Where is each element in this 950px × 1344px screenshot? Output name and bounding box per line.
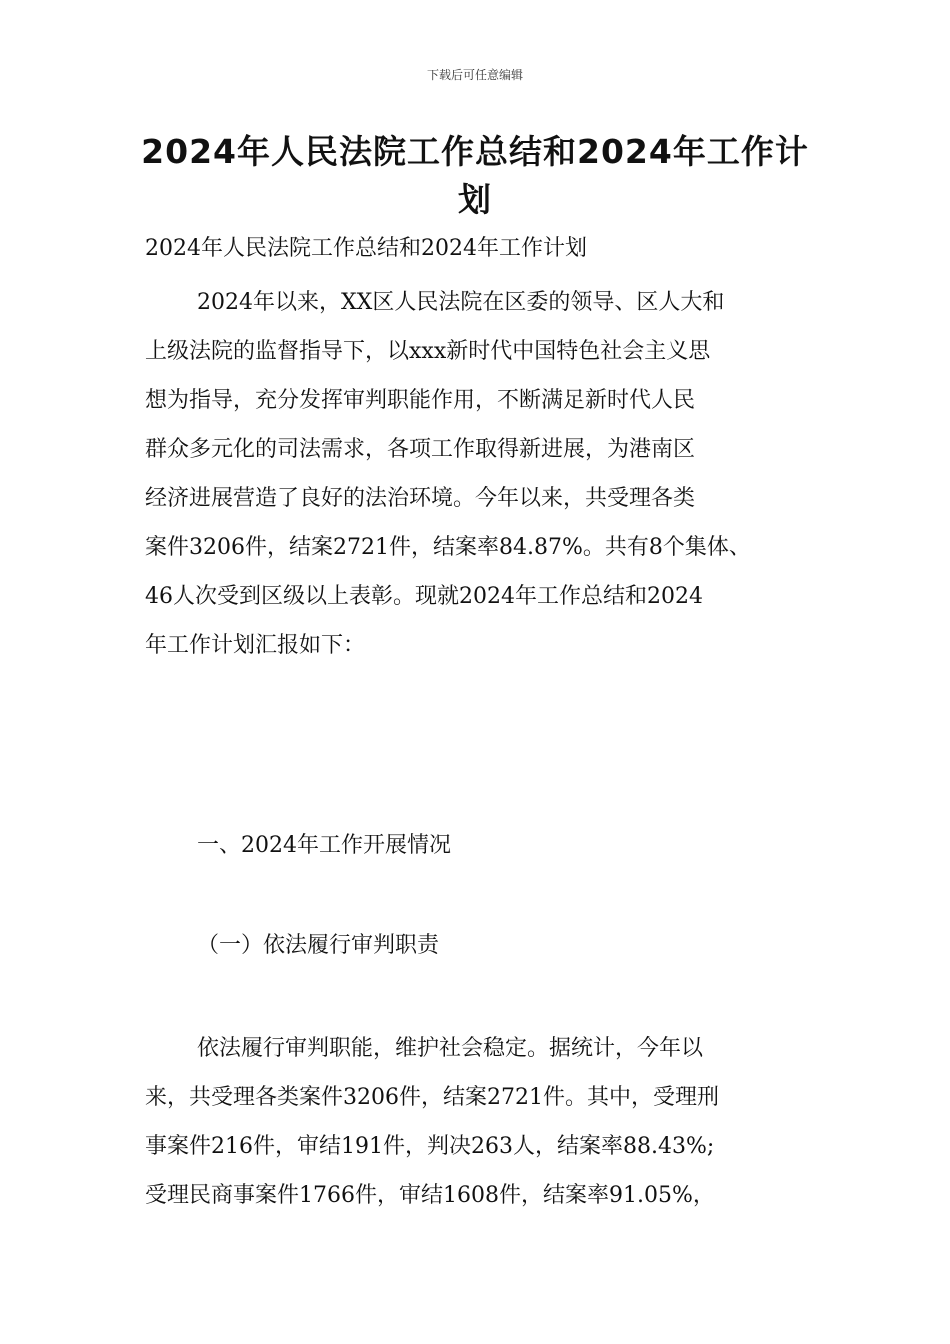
document-title-line-1: 2024年人民法院工作总结和2024年工作计 (141, 132, 809, 171)
body-line: 受理民商事案件1766件，审结1608件，结案率91.05%， (145, 1183, 715, 1208)
intro-line: 2024年以来，XX区人民法院在区委的领导、区人大和 (197, 290, 725, 315)
body-paragraph (145, 1024, 815, 1220)
body-line: 来，共受理各类案件3206件，结案2721件。其中，受理刑 (145, 1085, 719, 1110)
intro-paragraph (145, 278, 815, 670)
intro-line: 想为指导，充分发挥审判职能作用，不断满足新时代人民 (145, 388, 696, 413)
intro-line: 案件3206件，结案2721件，结案率84.87%。共有8个集体、 (145, 535, 751, 560)
header-note: 下载后可任意编辑 (426, 68, 523, 82)
document-title (100, 128, 850, 224)
body-line: 事案件216件，审结191件，判决263人，结案率88.43%; (145, 1134, 715, 1159)
intro-line: 经济进展营造了良好的法治环境。今年以来，共受理各类 (145, 486, 696, 511)
intro-line: 上级法院的监督指导下，以xxx新时代中国特色社会主义思 (145, 339, 711, 364)
intro-line: 46人次受到区级以上表彰。现就2024年工作总结和2024 (145, 584, 703, 609)
document-title-line-2: 划 (458, 180, 492, 219)
section-heading: 一、2024年工作开展情况 (197, 833, 451, 858)
intro-line: 年工作计划汇报如下： (145, 633, 366, 658)
intro-line: 群众多元化的司法需求，各项工作取得新进展，为港南区 (145, 437, 696, 462)
document-subtitle: 2024年人民法院工作总结和2024年工作计划 (145, 236, 587, 261)
subsection-heading: （一）依法履行审判职责 (197, 933, 440, 958)
body-line: 依法履行审判职能，维护社会稳定。据统计，今年以 (197, 1036, 704, 1061)
